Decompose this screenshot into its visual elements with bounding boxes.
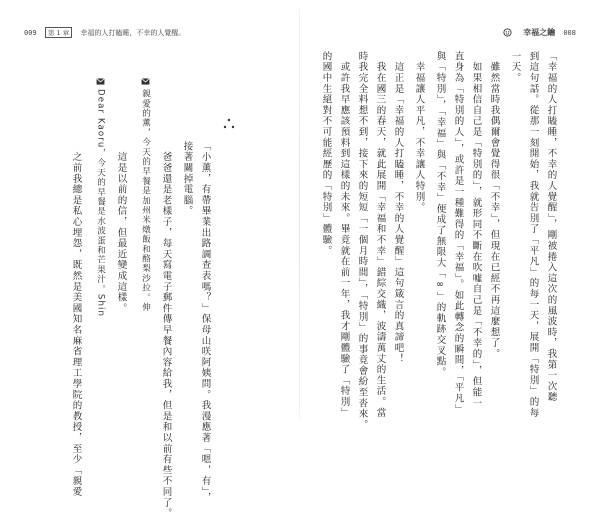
text-column: 我在國三的春天，就此展開「幸福和不幸」錯綜交織，波濤萬丈的生活。當 bbox=[374, 51, 386, 419]
email-line: 親愛的薰，今天的早餐是加州米燉飯和酪梨沙拉。伸 bbox=[140, 89, 151, 313]
text-column: 之前我總是私心埋怨，既然是美國知名麻省理工學院的教授，至少「親愛 bbox=[70, 141, 82, 498]
text-column: 爸爸還是老樣子，每天寫電子郵件傳早餐內容給我，但是和以前有些不同了。 bbox=[160, 141, 172, 519]
text-column: 這是以前的信，但最近變成這樣。 bbox=[115, 141, 127, 314]
text-column: 與「特別」，「幸福」與「不幸」便成了無限大「∞」的軌跡交叉點。 bbox=[434, 51, 446, 378]
series-logo-icon bbox=[503, 28, 512, 37]
chapter-title: 幸福的人打瞌睡，不幸的人覺醒。 bbox=[80, 29, 186, 37]
email-line: Dear Kaoru，今天的早餐是水波蛋和芒果汁。Shin bbox=[95, 89, 106, 318]
right-page-number: 008 bbox=[563, 29, 576, 37]
text-column: 的國中生絕對不可能經歷的「特別」體驗。 bbox=[320, 51, 332, 257]
text-column: 接著關掉電腦。 bbox=[181, 141, 193, 217]
right-page-header bbox=[503, 27, 576, 38]
chapter-label: 第 1 章 bbox=[45, 27, 72, 38]
text-column: 時我完全料想不到，接下來的短短「一個月時間」，「特別」的事竟會紛至沓來。 bbox=[356, 51, 368, 431]
text-column: 「幸福的人打瞌睡，不幸的人覺醒」，剛被捲入這次的風波時，我第一次聽 bbox=[545, 51, 557, 403]
left-page-header bbox=[24, 27, 191, 38]
page-gutter bbox=[299, 8, 300, 418]
text-column: 雖然當時我偶爾會覺得很「不幸」，但現在已經不再這麼想了。 bbox=[488, 51, 500, 360]
text-column: 如果相信自己是「特別的」，就形同不斷在吹噓自己是「不幸的」，但能一 bbox=[470, 51, 482, 409]
text-column: 到這句話。從那一刻開始，我就告別了「平凡」的每一天，展開「特別」的每 bbox=[527, 51, 539, 419]
mail-icon bbox=[96, 78, 105, 85]
left-page-number: 009 bbox=[24, 29, 37, 37]
text-column: 幸福讓人平凡，不幸讓人特別。 bbox=[413, 51, 425, 213]
text-column: 或許我早應該預料到這樣的未來。畢竟就在前一年，我才剛體驗了「特別」 bbox=[338, 51, 350, 419]
text-column: 一天。 bbox=[509, 51, 521, 84]
text-column: 「小薰，有帶畢業出路調查表嗎？」保母山咲阿姨問。我漫應著「嗯，有」， bbox=[199, 141, 211, 504]
series-title: 幸福之鑰 bbox=[523, 28, 556, 37]
text-column: 直身為「特別的人」，或許是一種難得的「幸福」。如此轉念的瞬間，「平凡」 bbox=[452, 51, 464, 415]
mail-icon bbox=[141, 78, 150, 85]
section-separator bbox=[222, 117, 236, 131]
text-column: 這正是「幸福的人打瞌睡，不幸的人覺醒」這句箴言的真諦吧！ bbox=[392, 51, 404, 365]
